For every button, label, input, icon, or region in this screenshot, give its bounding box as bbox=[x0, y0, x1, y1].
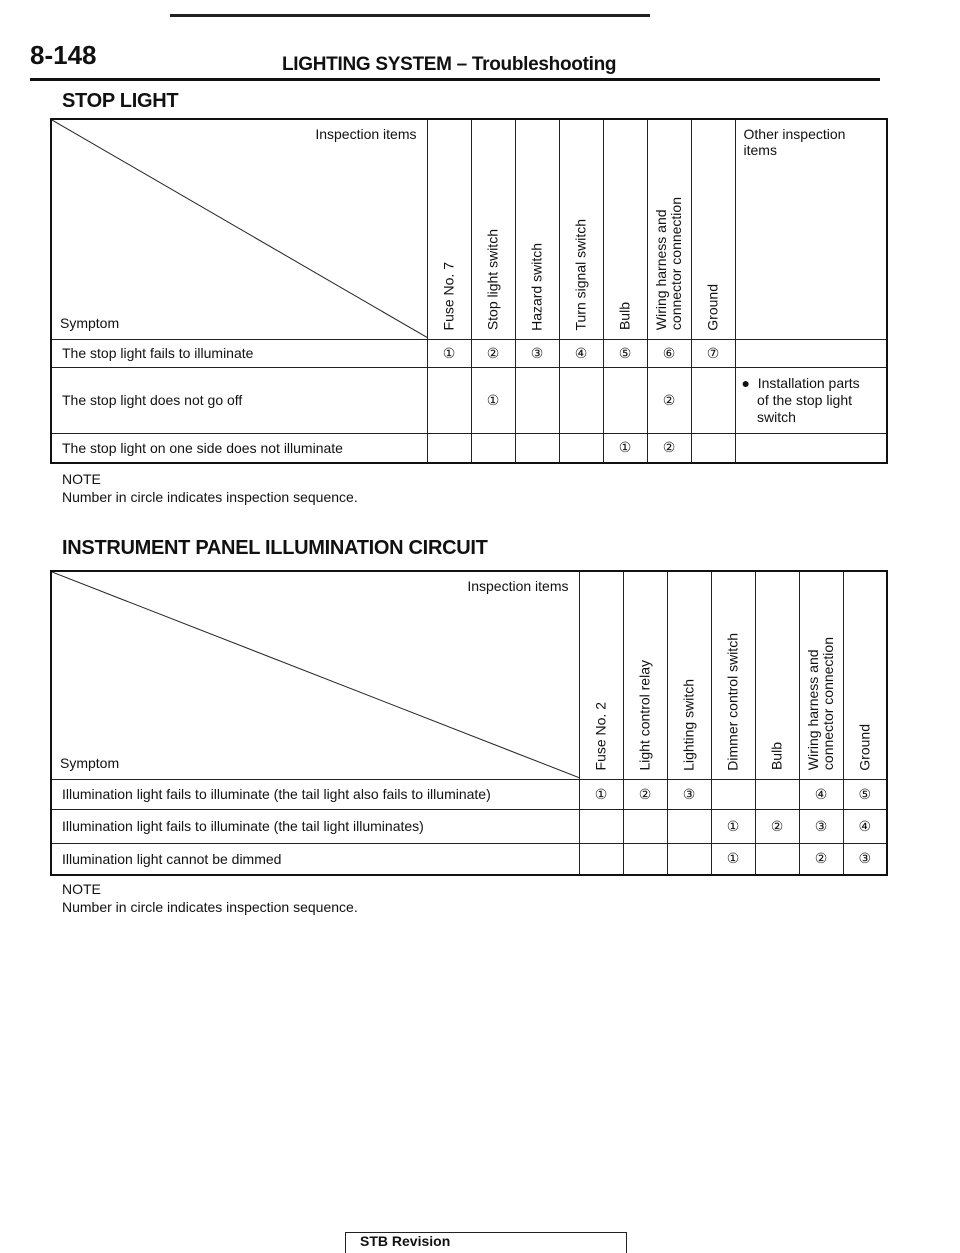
note-text: Number in circle indicates inspection sequence. bbox=[62, 489, 358, 505]
sequence-cell: ① bbox=[711, 843, 755, 875]
note-block bbox=[62, 470, 358, 506]
sequence-cell: ② bbox=[471, 339, 515, 367]
note-text: Number in circle indicates inspection sequence. bbox=[62, 899, 358, 915]
column-header: Ground bbox=[691, 119, 735, 339]
table-row bbox=[51, 843, 887, 875]
symptom-cell: The stop light does not go off bbox=[51, 367, 427, 433]
sequence-cell: ② bbox=[647, 433, 691, 463]
column-header: Wiring harness and connector connection bbox=[799, 571, 843, 779]
sequence-cell: ③ bbox=[667, 779, 711, 809]
sequence-cell bbox=[559, 433, 603, 463]
inspection-items-label: Inspection items bbox=[315, 126, 417, 142]
sequence-cell: ② bbox=[647, 367, 691, 433]
sequence-cell: ④ bbox=[843, 809, 887, 843]
section-title-stop-light: STOP LIGHT bbox=[62, 90, 179, 112]
top-decoration-line bbox=[170, 14, 650, 17]
column-header: Wiring harness and connector connection bbox=[647, 119, 691, 339]
section-title-instrument-panel: INSTRUMENT PANEL ILLUMINATION CIRCUIT bbox=[62, 537, 488, 559]
sequence-cell: ⑥ bbox=[647, 339, 691, 367]
instrument-panel-table bbox=[50, 570, 888, 876]
sequence-cell bbox=[623, 843, 667, 875]
other-cell: ● Installation parts of the stop light switch bbox=[735, 367, 887, 433]
sequence-cell: ③ bbox=[843, 843, 887, 875]
sequence-cell bbox=[471, 433, 515, 463]
column-header: Fuse No. 2 bbox=[579, 571, 623, 779]
inspection-items-label: Inspection items bbox=[467, 578, 569, 594]
other-cell bbox=[735, 433, 887, 463]
sequence-cell bbox=[515, 367, 559, 433]
symptom-cell: The stop light on one side does not illuminate bbox=[51, 433, 427, 463]
sequence-cell bbox=[691, 433, 735, 463]
table-row bbox=[51, 339, 887, 367]
page-number: 8-148 bbox=[30, 40, 97, 70]
symptom-label: Symptom bbox=[60, 314, 120, 331]
sequence-cell bbox=[603, 367, 647, 433]
other-cell bbox=[735, 339, 887, 367]
sequence-cell: ② bbox=[755, 809, 799, 843]
column-header: Bulb bbox=[755, 571, 799, 779]
sequence-cell bbox=[711, 779, 755, 809]
sequence-cell: ① bbox=[471, 367, 515, 433]
sequence-cell bbox=[755, 779, 799, 809]
column-header: Ground bbox=[843, 571, 887, 779]
sequence-cell: ① bbox=[711, 809, 755, 843]
column-header: Fuse No. 7 bbox=[427, 119, 471, 339]
sequence-cell: ① bbox=[427, 339, 471, 367]
sequence-cell: ② bbox=[799, 843, 843, 875]
corner-header bbox=[51, 571, 579, 779]
note-title: NOTE bbox=[62, 471, 101, 487]
sequence-cell: ③ bbox=[799, 809, 843, 843]
sequence-cell: ⑦ bbox=[691, 339, 735, 367]
column-header: Stop light switch bbox=[471, 119, 515, 339]
sequence-cell bbox=[559, 367, 603, 433]
note-title: NOTE bbox=[62, 881, 101, 897]
sequence-cell bbox=[579, 843, 623, 875]
sequence-cell: ⑤ bbox=[843, 779, 887, 809]
diagonal-divider bbox=[52, 120, 428, 340]
sequence-cell bbox=[667, 843, 711, 875]
symptom-label: Symptom bbox=[60, 754, 120, 771]
sequence-cell: ① bbox=[579, 779, 623, 809]
sequence-cell: ② bbox=[623, 779, 667, 809]
header-rule bbox=[30, 78, 880, 81]
column-header: Hazard switch bbox=[515, 119, 559, 339]
sequence-cell bbox=[427, 433, 471, 463]
column-header: Turn signal switch bbox=[559, 119, 603, 339]
table-row bbox=[51, 433, 887, 463]
sequence-cell: ④ bbox=[559, 339, 603, 367]
page-title: LIGHTING SYSTEM – Troubleshooting bbox=[282, 54, 617, 75]
stop-light-table bbox=[50, 118, 888, 464]
column-header: Light control relay bbox=[623, 571, 667, 779]
table-row bbox=[51, 809, 887, 843]
sequence-cell bbox=[515, 433, 559, 463]
sequence-cell bbox=[691, 367, 735, 433]
other-inspection-header: Other inspection items bbox=[735, 119, 887, 339]
sequence-cell bbox=[623, 809, 667, 843]
sequence-cell bbox=[579, 809, 623, 843]
sequence-cell bbox=[755, 843, 799, 875]
sequence-cell: ③ bbox=[515, 339, 559, 367]
table-row bbox=[51, 779, 887, 809]
sequence-cell bbox=[427, 367, 471, 433]
note-block bbox=[62, 880, 358, 916]
symptom-cell: Illumination light fails to illuminate (the tail light also fails to illuminate) bbox=[51, 779, 579, 809]
corner-header bbox=[51, 119, 427, 339]
sequence-cell: ① bbox=[603, 433, 647, 463]
symptom-cell: The stop light fails to illuminate bbox=[51, 339, 427, 367]
footer-label: STB Revision bbox=[360, 1233, 451, 1249]
column-header: Bulb bbox=[603, 119, 647, 339]
symptom-cell: Illumination light fails to illuminate (the tail light illuminates) bbox=[51, 809, 579, 843]
column-header: Lighting switch bbox=[667, 571, 711, 779]
table-row bbox=[51, 367, 887, 433]
sequence-cell: ④ bbox=[799, 779, 843, 809]
sequence-cell bbox=[667, 809, 711, 843]
column-header: Dimmer control switch bbox=[711, 571, 755, 779]
sequence-cell: ⑤ bbox=[603, 339, 647, 367]
symptom-cell: Illumination light cannot be dimmed bbox=[51, 843, 579, 875]
diagonal-divider bbox=[52, 572, 580, 780]
